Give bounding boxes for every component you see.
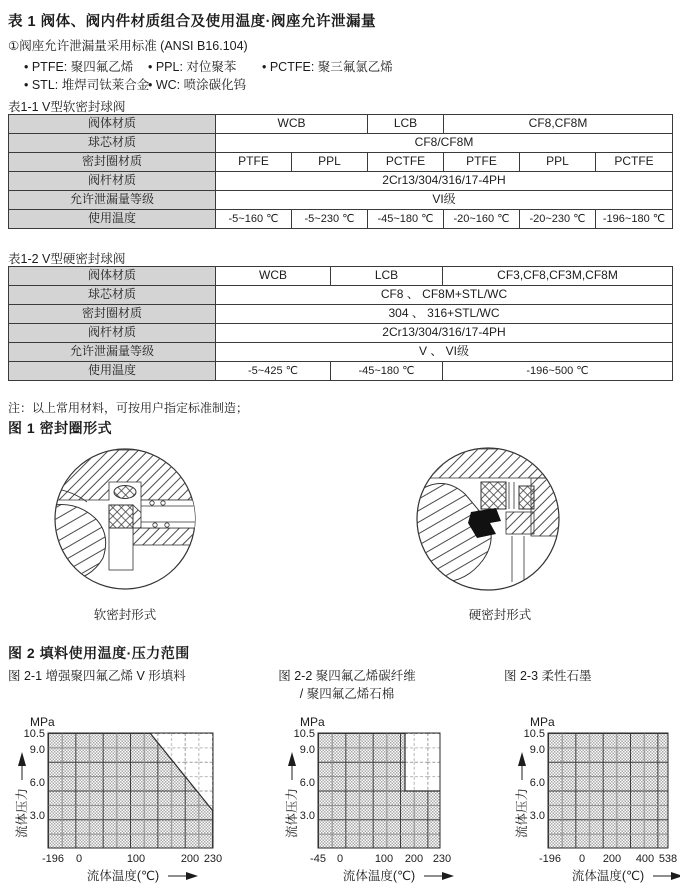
y-axis-arrow-icon	[518, 752, 526, 766]
y-axis-label-text: 流体压力	[285, 787, 299, 838]
y-tick: 9.0	[299, 744, 315, 756]
x-axis-label	[572, 868, 680, 883]
chart-2-1	[8, 706, 232, 888]
table-row	[9, 305, 673, 324]
y-tick: 10.5	[23, 728, 45, 740]
table-row	[9, 286, 673, 305]
abbrev-ppl: • PPL: 对位聚苯	[148, 60, 237, 74]
table-row	[9, 362, 673, 381]
stem-pin	[165, 523, 169, 527]
table-row	[9, 115, 673, 134]
table-1-1-caption: 表1-1 V型软密封球阀	[8, 100, 126, 114]
table-cell: PPL	[292, 153, 368, 172]
abbrev-wc: • WC: 喷涂碳化钨	[148, 78, 247, 92]
seat-extension	[109, 528, 133, 570]
table-cell: V 、 VI级	[216, 343, 673, 362]
table-cell: CF8 、 CF8M+STL/WC	[216, 286, 673, 305]
operating-region-grid	[548, 733, 668, 848]
table-cell: -5~425 ℃	[216, 362, 331, 381]
x-axis-arrow-icon	[186, 872, 198, 880]
abbrev-ptfe: • PTFE: 聚四氟乙烯	[24, 60, 134, 74]
table-cell: LCB	[331, 267, 443, 286]
table-cell: PPL	[520, 153, 596, 172]
seat-holder-section	[506, 512, 534, 534]
x-tick: 230	[203, 853, 223, 865]
table-cell: -5~160 ℃	[216, 210, 292, 229]
materials-note: 注：以上常用材料，可按用户指定标准制造；	[8, 401, 249, 415]
table-cell: CF8,CF8M	[444, 115, 673, 134]
x-tick: -196	[538, 853, 562, 865]
row-header: 球芯材质	[9, 134, 216, 153]
table-cell: -196~500 ℃	[443, 362, 673, 381]
x-axis-label-text: 流体温度(℃)	[86, 869, 160, 883]
table-cell: PCTFE	[368, 153, 444, 172]
row-header: 使用温度	[9, 362, 216, 381]
table-cell: CF3,CF8,CF3M,CF8M	[443, 267, 673, 286]
chart-2-2	[278, 706, 468, 888]
y-axis-label-text: 流体压力	[515, 787, 529, 838]
row-header: 阀杆材质	[9, 324, 216, 343]
x-tick: -45	[310, 853, 326, 865]
row-header: 阀体材质	[9, 267, 216, 286]
hard-seal-caption: 硬密封形式	[468, 608, 532, 622]
y-unit-label: MPa	[300, 715, 325, 729]
x-tick: 0	[578, 853, 586, 865]
table-1-1	[8, 114, 673, 229]
chart-2-2-caption-line2: / 聚四氟乙烯石棉	[299, 687, 395, 701]
table-cell: 304 、 316+STL/WC	[216, 305, 673, 324]
stem-pin	[153, 523, 157, 527]
chart-2-3	[508, 706, 680, 888]
valve-body-section	[417, 449, 559, 478]
stem-pin	[161, 501, 165, 505]
table-1-2	[8, 266, 673, 381]
x-tick: 0	[75, 853, 83, 865]
table-cell: CF8/CF8M	[216, 134, 673, 153]
row-header: 密封圈材质	[9, 153, 216, 172]
x-tick: 230	[432, 853, 452, 865]
y-tick: 6.0	[529, 777, 545, 789]
x-tick: 200	[180, 853, 200, 865]
table-row	[9, 267, 673, 286]
row-header: 使用温度	[9, 210, 216, 229]
leakage-standard-note: ①阀座允许泄漏量采用标准 (ANSI B16.104)	[8, 39, 248, 53]
y-axis-arrow-icon	[288, 752, 296, 766]
row-header: 阀体材质	[9, 115, 216, 134]
hard-seal-drawing	[413, 444, 573, 594]
row-header: 允许泄漏量等级	[9, 191, 216, 210]
soft-seal-caption: 软密封形式	[93, 608, 157, 622]
y-tick: 3.0	[299, 810, 315, 822]
stem-pin	[150, 501, 154, 505]
table-cell: VI级	[216, 191, 673, 210]
x-tick: 200	[602, 853, 622, 865]
table-cell: PTFE	[444, 153, 520, 172]
figure1-title: 图 1 密封圈形式	[8, 420, 113, 436]
table-row	[9, 134, 673, 153]
chart-2-2-caption	[262, 666, 432, 702]
x-tick: 0	[336, 853, 344, 865]
x-tick: 538	[658, 853, 678, 865]
table-row	[9, 172, 673, 191]
row-header: 球芯材质	[9, 286, 216, 305]
y-tick: 9.0	[29, 744, 45, 756]
chart-2-1-caption: 图 2-1 增强聚四氟乙烯 V 形填料	[8, 669, 186, 683]
x-axis-arrow-icon	[671, 872, 680, 880]
y-axis-arrow-icon	[18, 752, 26, 766]
table-cell: -45~180 ℃	[331, 362, 443, 381]
row-header: 阀杆材质	[9, 172, 216, 191]
gland-ring	[519, 486, 534, 509]
x-axis-label	[343, 868, 454, 883]
x-axis-arrow-icon	[442, 872, 454, 880]
y-tick: 6.0	[29, 777, 45, 789]
x-tick: 100	[374, 853, 394, 865]
table-cell: 2Cr13/304/316/17-4PH	[216, 324, 673, 343]
table-cell: -5~230 ℃	[292, 210, 368, 229]
y-tick: 6.0	[299, 777, 315, 789]
y-tick: 3.0	[529, 810, 545, 822]
x-tick: 400	[635, 853, 655, 865]
y-tick: 9.0	[529, 744, 545, 756]
table-row	[9, 343, 673, 362]
table-cell: WCB	[216, 115, 368, 134]
x-axis-label-text: 流体温度(℃)	[342, 869, 416, 883]
table-row	[9, 153, 673, 172]
y-tick: 10.5	[293, 728, 315, 740]
y-unit-label: MPa	[530, 715, 555, 729]
x-tick: 100	[126, 853, 146, 865]
page-title: 表 1 阀体、阀内件材质组合及使用温度·阀座允许泄漏量	[8, 14, 376, 30]
y-axis-label	[14, 752, 29, 838]
y-axis-label-text: 流体压力	[15, 787, 29, 838]
x-axis-label	[87, 868, 198, 883]
y-axis-label	[514, 752, 529, 838]
table-row	[9, 324, 673, 343]
y-tick: 10.5	[523, 728, 545, 740]
table-cell: -20~160 ℃	[444, 210, 520, 229]
o-ring	[114, 486, 136, 499]
body-lower-section	[133, 528, 203, 545]
figure2-title: 图 2 填料使用温度·压力范围	[8, 645, 190, 661]
x-tick: -196	[41, 853, 65, 865]
table-row	[9, 210, 673, 229]
y-tick: 3.0	[29, 810, 45, 822]
y-unit-label: MPa	[30, 715, 55, 729]
table-cell: PTFE	[216, 153, 292, 172]
seat-ring	[109, 505, 133, 528]
x-tick: 200	[404, 853, 424, 865]
x-axis-label-text: 流体温度(℃)	[571, 869, 645, 883]
body-side-section	[531, 478, 559, 536]
table-cell: -20~230 ℃	[520, 210, 596, 229]
seat-ring	[481, 482, 506, 509]
chart-2-3-caption: 图 2-3 柔性石墨	[504, 669, 592, 683]
table-row	[9, 191, 673, 210]
table-cell: LCB	[368, 115, 444, 134]
soft-seal-drawing	[45, 444, 205, 594]
row-header: 允许泄漏量等级	[9, 343, 216, 362]
table-1-2-caption: 表1-2 V型硬密封球阀	[8, 252, 126, 266]
table-cell: PCTFE	[596, 153, 673, 172]
table-cell: -196~180 ℃	[596, 210, 673, 229]
table-cell: -45~180 ℃	[368, 210, 444, 229]
table-cell: WCB	[216, 267, 331, 286]
y-axis-label	[284, 752, 299, 838]
table-cell: 2Cr13/304/316/17-4PH	[216, 172, 673, 191]
row-header: 密封圈材质	[9, 305, 216, 324]
abbrev-pctfe: • PCTFE: 聚三氟氯乙烯	[262, 60, 393, 74]
abbrev-stl: • STL: 堆焊司钛莱合金	[24, 78, 150, 92]
chart-2-2-caption-line1: 图 2-2 聚四氟乙烯碳纤维	[278, 669, 416, 683]
